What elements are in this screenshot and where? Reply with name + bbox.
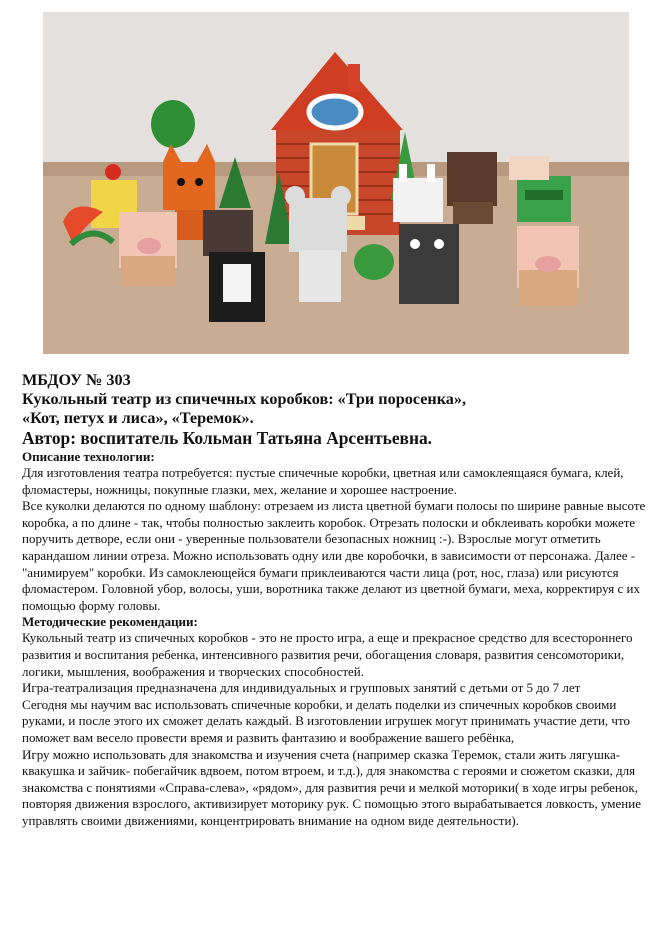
section-methodical-title: Методические рекомендации: [22, 614, 198, 630]
methodical-paragraph-3: Сегодня мы научим вас использовать спичечные коробки, и делать поделки из спичечных коробков своими руками, и после этого их сможет делать каждый. В изготовлении игрушек могут принимать участие дети, что поможет вам весело провести время и развить фантазию и воображение вашего ребёнка, [22, 696, 630, 745]
technology-paragraph-1: Для изготовления театра потребуется: пустые спичечные коробки, цветная или самоклеящаяся бумага, клей, фломастеры, ножницы, покупные глазки, мех, желание и хорошее настроение. [22, 465, 624, 497]
puppet-theater-photo [43, 12, 629, 354]
methodical-paragraph-1: Кукольный театр из спичечных коробков - это не просто игра, а еще и прекрасное средство для всестороннего развития и воспитания ребенка, интенсивного развития речи, обогащения словаря, развития сенсомоторики, логики, мышления, воображения и творческих способностей. [22, 630, 633, 679]
institution-title: МБДОУ № 303 [22, 371, 131, 389]
wolf-toy [399, 224, 459, 304]
section-technology-title: Описание технологии: [22, 449, 155, 464]
author-line: Автор: воспитатель Кольман Татьяна Арсентьевна. [22, 428, 433, 448]
pig-toy-left [119, 212, 177, 286]
pig-toy-right [517, 226, 579, 306]
document-title-line1: Кукольный театр из спичечных коробков: «Три поросенка», [22, 390, 467, 408]
technology-paragraph-2: Все куколки делаются по одному шаблону: отрезаем из листа цветной бумаги полосы по ширине равные высоте коробка, а по длине - так, чтобы полностью заклеить коробок. Отрезать полоски и обклеивать коробки можете поручить детворе, если они - уверенные пользователи безопасных ножниц :-). Взрослые могут отметить карандашом линии отреза. Можно использовать одну или две коробочки, в зависимости от персонажа. Далее - "анимируем" коробки. Из самоклеющейся бумаги приклеиваются части лица (рот, нос, глаза) или рисуются фломастером. Головной убор, волосы, уши, воротника также делают из цветной бумаги, меха, корректируя с их помощью форму головы. [22, 498, 646, 613]
document-body [22, 371, 652, 829]
document-title-line2: «Кот, петух и лиса», «Теремок». [22, 409, 254, 427]
methodical-paragraph-4: Игру можно использовать для знакомства и изучения счета (например сказка Теремок, стали жить лягушка-квакушка и зайчик- побегайчик вдвоем, потом втроем, и т.д.), для знакомства с героями и сюжетом сказки, для знакомства с понятиями «Справа-слева», «рядом», для развития речи и мелкой моторики( в ходе игры ребенок, повторяя движения взрослого, активизирует моторику рук. С помощью этого вырабатывается ловкость, умение управлять своими движениями, концентрировать внимание на одном виде деятельности). [22, 746, 641, 828]
bear-toy [447, 152, 497, 224]
methodical-paragraph-2: Игра-театрализация предназначена для индивидуальных и групповых занятий с детьми от 5 до 7 лет [22, 680, 581, 696]
photo-illustration [43, 12, 629, 354]
